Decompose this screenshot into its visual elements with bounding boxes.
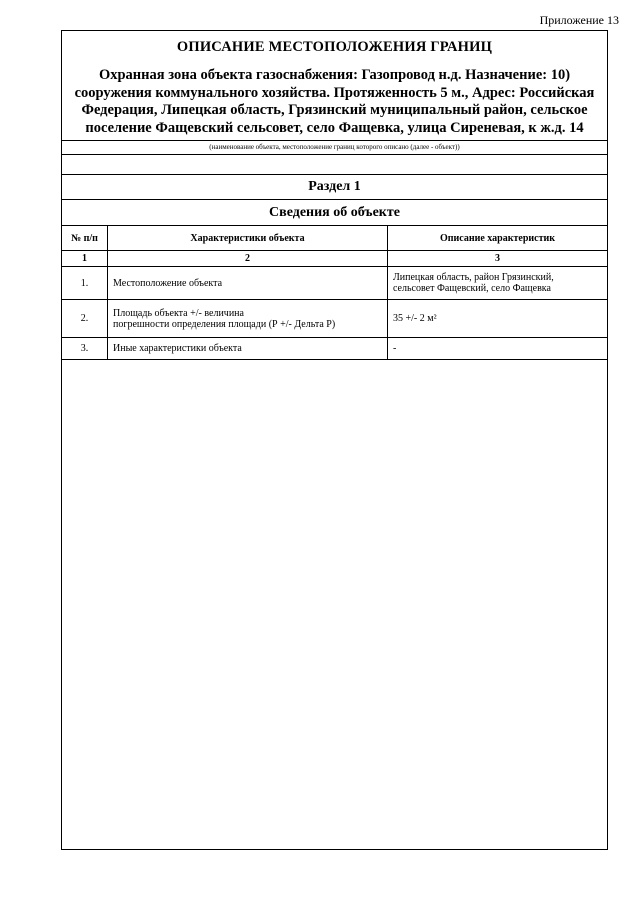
column-number: 3: [388, 251, 608, 267]
row-characteristic-line: Местоположение объекта: [113, 277, 223, 289]
description-caption: (наименование объекта, местоположение границ которого описано (далее - объект)): [62, 140, 607, 154]
document-title: ОПИСАНИЕ МЕСТОПОЛОЖЕНИЯ ГРАНИЦ: [176, 39, 493, 55]
section-title: Раздел 1: [62, 174, 607, 199]
row-value-line: Липецкая область, район Грязинский,: [393, 272, 554, 283]
document-frame: [61, 30, 608, 850]
row-value: [388, 267, 608, 300]
header-number: № п/п: [62, 226, 108, 251]
row-value-line: -: [393, 343, 397, 354]
spacer-row: [62, 154, 607, 174]
section-subtitle: Сведения об объекте: [62, 199, 607, 225]
table-header-row: [62, 226, 607, 251]
row-characteristic: [108, 300, 388, 338]
table-row: [62, 300, 607, 338]
object-info-table: [62, 225, 607, 360]
header-description: Описание характеристик: [388, 226, 608, 251]
row-value: [388, 300, 608, 338]
header-characteristic: Характеристики объекта: [108, 226, 388, 251]
row-value-line: 35 +/- 2 м²: [393, 313, 437, 324]
column-number: 2: [108, 251, 388, 267]
row-characteristic-line: погрешности определения площади (Р +/- Дельта Р): [113, 318, 336, 330]
row-number: 3.: [62, 338, 108, 360]
object-description: Охранная зона объекта газоснабжения: Газопровод н.д. Назначение: 10) сооружения коммунального хозяйства. Протяженность 5 м., Адрес: Российская Федерация, Липецкая область, Грязинский муниципальный район, сельское поселение Фащевский сельсовет, село Фащевка, улица Сиреневая, к ж.д. 14: [74, 67, 595, 136]
row-value: [388, 338, 608, 360]
row-value-line: сельсовет Фащевский, село Фащевка: [393, 283, 551, 294]
row-number: 2.: [62, 300, 108, 338]
column-number-row: [62, 251, 607, 267]
appendix-label: Приложение 13: [539, 13, 619, 27]
row-characteristic: [108, 267, 388, 300]
row-characteristic-line: Иные характеристики объекта: [113, 343, 242, 354]
table-row: [62, 267, 607, 300]
table-row: [62, 338, 607, 360]
row-characteristic-line: Площадь объекта +/- величина: [113, 307, 244, 319]
row-number: 1.: [62, 267, 108, 300]
row-characteristic: [108, 338, 388, 360]
column-number: 1: [62, 251, 108, 267]
